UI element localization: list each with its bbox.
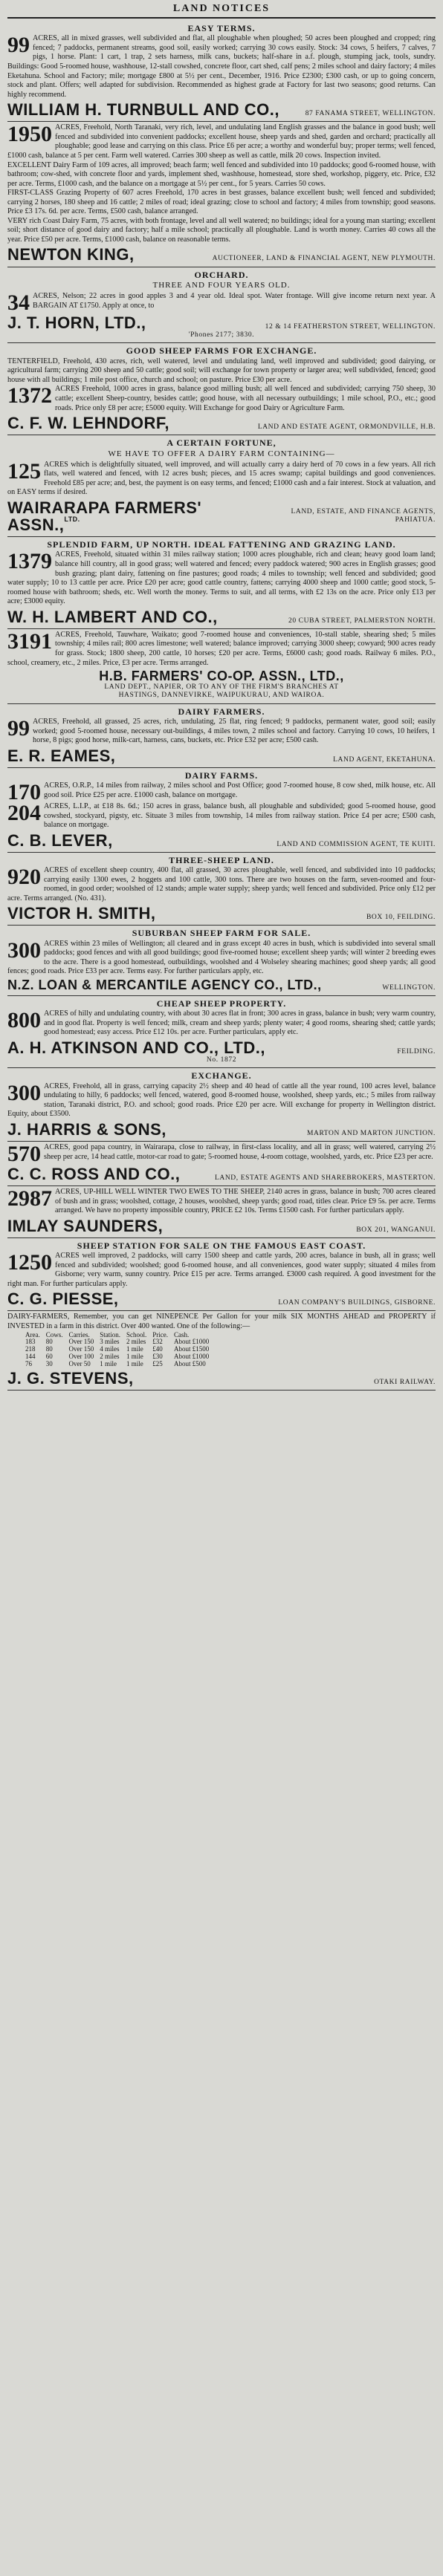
acreage-number: 920	[7, 865, 41, 890]
acreage-number: 800	[7, 1008, 41, 1033]
farms-table	[25, 1332, 215, 1368]
page-header: LAND NOTICES	[7, 3, 436, 19]
acreage-number: 3191	[7, 628, 52, 654]
ad-heading: CHEAP SHEEP PROPERTY.	[156, 998, 287, 1009]
ad-heading: THREE-SHEEP LAND.	[169, 854, 274, 865]
ad-east-coast	[7, 1238, 436, 1312]
ad-cheap-sheep	[7, 996, 436, 1069]
advertiser-row	[7, 100, 436, 118]
table-cell: 80	[45, 1345, 53, 1353]
advertiser-address: LAND AND ESTATE AGENT, ORMONDVILLE, H.B.	[257, 423, 436, 432]
advertiser-address: MARTON AND MARTON JUNCTION.	[306, 1130, 436, 1138]
ad-text: ACRES, Freehold, situated within 31 miles railway station; 1000 acres ploughable, rich and clean; heavy good loam land; balance hill country, all in good grass; well watered and fenced; every paddock watered; 900 acres in English grasses; good bush grazing; plant dairy, fattening on fine pastures; good roads; 4 miles to township; well fenced and subdivided; good water supply; 10 to 13 cattle per acre. Price £20 per acre; good cattle country, fattens; carrying 4000 sheep and 1000 cattle; good stock, 5-roomed house with bathroom; sheds, etc. Well worth the money. Terms to suit, and all terms, with £2 13s on the acre. Price only £13 per acre; £3000 equity.	[7, 550, 436, 606]
advertiser-ref: No. 1872	[206, 1056, 237, 1064]
acreage-number: 99	[7, 716, 30, 741]
advertiser-name: E. R. EAMES,	[7, 746, 116, 765]
acreage-number: 300	[7, 937, 41, 963]
ad-orchard	[7, 267, 436, 344]
table-header-cell: Cows.	[45, 1330, 63, 1339]
ads-column	[7, 21, 436, 1391]
ad-text: ACRES, Freehold, all grassed, 25 acres, rich, undulating, 25 flat, ring fenced; 9 paddocks, permanent water, good soil; easily worked; good 5-roomed house, necessary out-buildings, 4 miles town, 2 miles school and factory. Carrying 10 cows, 10 heifers, 1 horse, 8 pigs; good horse, milk-cart, harness, cans, buckets, etc. Price £32 per acre; £500 cash.	[33, 718, 436, 745]
ad-splendid	[7, 537, 436, 629]
ad-paragraph	[7, 1188, 436, 1216]
table-header-cell: Area.	[25, 1330, 40, 1339]
advertiser-address: LAND AND COMMISSION AGENT, TE KUITI.	[277, 840, 436, 848]
ad-paragraph	[7, 290, 436, 316]
ad-heading: EASY TERMS.	[187, 23, 256, 33]
advertiser-address: OTAKI RAILWAY.	[374, 1378, 436, 1386]
advertiser-row	[7, 903, 436, 922]
ad-paragraph	[7, 123, 436, 160]
advertiser-row	[7, 413, 436, 432]
ad-text: ACRES, Freehold, Tauwhare, Waikato; good 7-roomed house and conveniences, 10-stall stable, shearing shed; 5 miles township; 4 miles rail; 800 acres limestone; well watered; balance improved; carrying 3000 sheep; cowyard; 900 acres ready for grass. Stock; 1800 sheep, 200 cattle, 10 horses; £20 per acre. Terms, £6000 cash; good roads. Railway 6 miles. P.O., school, creamery, etc., 2 miles. Price, £3 per acre. Terms arranged.	[7, 630, 436, 667]
table-cell: 218	[25, 1345, 36, 1353]
ad-text: ACRES which is delightfully situated, well improved, and will actually carry a dairy herd of 70 cows in a few years. All rich flats, well watered and fenced, with 12 acres bush; pieces, and 15 acres swamp; capital buildings and good conveniences. Freehold £85 per acre; and, best, the payment is on easy terms, and fenced; £1000 cash and a fair interest. Stock at valuation, and on EASY terms if desired.	[7, 460, 436, 497]
advertiser-address: WELLINGTON.	[382, 984, 436, 992]
advertiser-suffix: LTD.	[64, 515, 80, 523]
table-cell: Over 100	[68, 1353, 94, 1361]
table-cell: £40	[152, 1345, 163, 1353]
table-cell: 1 mile	[126, 1345, 143, 1353]
advertiser-name: WAIRARAPA FARMERS' ASSN.,$^{LTD.}$	[7, 498, 202, 534]
advertiser-name: NEWTON KING,	[7, 245, 135, 264]
advertiser-row	[7, 977, 436, 992]
advertiser-name: N.Z. LOAN & MERCANTILE AGENCY CO., LTD.,	[7, 978, 322, 993]
table-cell: 144	[25, 1353, 36, 1361]
table-cell: 1 mile	[126, 1353, 143, 1361]
advertiser-row	[7, 1216, 436, 1235]
acreage-number: 1250	[7, 1250, 52, 1275]
acreage-number: 2987	[7, 1186, 52, 1211]
advertiser-address: AUCTIONEER, LAND & FINANCIAL AGENT, NEW PLYMOUTH.	[212, 255, 436, 263]
advertiser-name: J. G. STEVENS,	[7, 1368, 134, 1388]
ad-text: VERY rich Coast Dairy Farm, 75 acres, with both frontage, level and all well watered; no buildings; ideal for a young man starting; excellent soil; short distance of good dairy and factory; half a mile school; practically all ploughable. Land is worth money. Carries 40 cows all the year. Price £50 per acre. Terms, £1000 cash, balance on reasonable terms.	[7, 216, 436, 244]
table-cell: £25	[152, 1360, 163, 1368]
advertiser-address-2: HASTINGS, DANNEVIRKE, WAIPUKURAU, AND WAIROA.	[118, 692, 325, 700]
acreage-number: 1372	[7, 383, 52, 409]
table-header-cell: Carries.	[68, 1330, 90, 1339]
ad-paragraph	[7, 357, 436, 386]
ad-farmers-coop	[7, 629, 436, 704]
ad-text: ACRES, Freehold, all in grass, carrying capacity 2½ sheep and 40 head of cattle all the year round, 100 acres level, balance undulating to hilly, 6 paddocks; well fenced, watered, good 8-roomed house, woolshed, sheep yards, etc.; 5 miles from railway station, Taranaki district, P.O. and school; good roads. Price £20 per acre. Will exchange for property in Wellington district. Equity, about £3500.	[7, 1082, 436, 1119]
ad-subheading: WE HAVE TO OFFER A DAIRY FARM CONTAINING—	[108, 449, 335, 458]
table-row	[25, 1361, 215, 1368]
table-cell: About £1000	[174, 1353, 210, 1361]
ad-paragraph	[7, 628, 436, 668]
ad-heading: GOOD SHEEP FARMS FOR EXCHANGE.	[126, 345, 317, 357]
ad-paragraph	[7, 802, 436, 830]
table-cell: 1 mile	[126, 1360, 143, 1368]
table-cell: Over 50	[68, 1360, 91, 1368]
ad-heading: SPLENDID FARM, UP NORTH. IDEAL FATTENING AND GRAZING LAND.	[47, 539, 396, 550]
ad-text: DAIRY-FARMERS, Remember, you can get NINEPENCE Per Gallon for your milk SIX MONTHS AHEAD and PROPERTY if INVESTED in a farm in this district. Over 400 wanted. One of the following:—	[7, 1313, 436, 1330]
advertiser-row	[7, 498, 436, 533]
table-cell: Over 150	[68, 1345, 94, 1353]
ad-suburban	[7, 926, 436, 996]
table-cell: 1 mile	[100, 1360, 117, 1368]
ad-heading: DAIRY FARMS.	[184, 770, 259, 781]
ad-taranaki	[7, 122, 436, 267]
ad-exchange-2	[7, 1068, 436, 1142]
ad-heading: SUBURBAN SHEEP FARM FOR SALE.	[132, 928, 311, 939]
table-cell: 76	[25, 1360, 32, 1368]
advertiser-address: LAND, ESTATE AGENTS AND SHAREBROKERS, MASTERTON.	[214, 1174, 436, 1182]
advertiser-name: H.B. FARMERS' CO-OP. ASSN., LTD.,	[99, 669, 344, 684]
table-cell: 60	[45, 1353, 53, 1361]
advertiser-name: VICTOR H. SMITH,	[7, 904, 156, 923]
ad-text: ACRES, UP-HILL WELL WINTER TWO EWES TO THE SHEEP, 2140 acres in grass, balance in bush; 700 acres cleared of bush and in grass; woolshed, cottage, 2 houses, woolshed, sheep yards; good road, titles clear. Price £9 5s. per acre. Terms arranged. We have no property impossible country, PRICE £2 10s. Terms £1500 cash. For further particulars apply.	[55, 1188, 436, 1215]
ad-imlay	[7, 1186, 436, 1238]
ad-subheading: THREE AND FOUR YEARS OLD.	[152, 280, 291, 290]
acreage-number: 204	[7, 801, 41, 826]
advertiser-row	[7, 1289, 436, 1307]
advertiser-address: FEILDING.	[397, 1047, 436, 1056]
ad-paragraph	[7, 161, 436, 189]
advertiser-row	[7, 313, 436, 331]
land-notices-page	[7, 3, 436, 2570]
ad-heading: ORCHARD.	[194, 269, 249, 280]
advertiser-name: WILLIAM H. TURNBULL AND CO.,	[7, 100, 279, 120]
ad-dairy-farms	[7, 768, 436, 853]
table-cell: 2 miles	[126, 1338, 146, 1346]
advertiser-row	[7, 244, 436, 263]
ad-paragraph	[7, 780, 436, 805]
advertiser-name: C. C. ROSS AND CO.,	[7, 1164, 181, 1183]
advertiser-address: LAND, ESTATE, AND FINANCE AGENTS, PAHIATUA.	[291, 507, 436, 524]
ad-text: ACRES of excellent sheep country, 400 flat, all grassed, 30 acres ploughable, well fenced, and subdivided into 10 paddocks; carrying easily 1300 ewes, 2 hoggets and 100 cattle, 300 tons. There are two houses on the farm, seven-roomed and four-roomed, in good order; woolshed of 12 stands; ample water supply; sheep yards; well fenced and subdivided. Price only £12 per acre. Terms arranged. (No. 431).	[7, 866, 436, 902]
acreage-number: 34	[7, 290, 30, 316]
ad-paragraph	[7, 550, 436, 606]
advertiser-name: J. T. HORN, LTD.,	[7, 313, 146, 332]
advertiser-phone: 'Phones 2177; 3830.	[188, 331, 255, 339]
acreage-number: 1379	[7, 549, 52, 574]
acreage-number: 570	[7, 1142, 41, 1167]
ad-paragraph	[7, 1082, 436, 1119]
advertiser-row	[7, 1164, 436, 1183]
table-header-cell: Price.	[152, 1330, 169, 1339]
ad-paragraph	[7, 1252, 436, 1289]
acreage-number: 125	[7, 458, 41, 484]
ad-text: ACRES within 23 miles of Wellington; all cleared and in grass except 40 acres in bush, which is subdivided into several small paddocks; good fences and with all good buildings; good five-roomed house; excellent sheep yards; will winter 2 breeding ewes to the acre. There is a good homestead, outbuildings, woolshed and 4 Wolseley shearing machines; good sheep yards; all good fences; good roads. Price £33 per acre. Terms easy. For further particulars apply, etc.	[7, 939, 436, 976]
advertiser-row	[7, 830, 436, 849]
table-cell: 3 miles	[100, 1338, 120, 1346]
ad-text: ACRES, Nelson; 22 acres in good apples 3 and 4 year old. Ideal spot. Water frontage. Will give income return next year. A BARGAIN AT £1750. Apply at once, to	[33, 292, 436, 310]
ad-heading: SHEEP STATION FOR SALE ON THE FAMOUS EAST COAST.	[77, 1240, 366, 1251]
table-cell: 183	[25, 1338, 36, 1346]
advertiser-address: LOAN COMPANY'S BUILDINGS, GISBORNE.	[278, 1299, 436, 1307]
table-cell: 4 miles	[100, 1345, 120, 1353]
acreage-number: 170	[7, 780, 41, 805]
ad-ross	[7, 1142, 436, 1186]
ad-heading: A CERTAIN FORTUNE,	[166, 438, 277, 449]
table-cell: 2 miles	[100, 1353, 120, 1361]
ad-heading: DAIRY FARMERS.	[178, 706, 265, 717]
ad-paragraph	[7, 937, 436, 977]
advertiser-row	[7, 607, 436, 625]
ad-text: ACRES, all in mixed grasses, well subdivided and flat, all ploughable when ploughed; 50 acres been ploughed and cropped; ring fenced; 7 paddocks, permanent streams, good soil, easily worked; carrying 30 cows easily. Stock: 34 cows, 5 heifers, 7 calves, 7 pigs, 1 horse. Plant: 1 cart, 1 trap, 2 sets harness, milk cans, buckets; half-share in a.f. plough, stumping jack, tools, sundry. Buildings: Good 5-roomed house, washhouse, 12-stall cowshed, concrete floor, cart shed, calf pens; 2 miles school and dairy factory; 4 miles Eketahuna. School and Factory; mile; mortgage £800 at 5½ per cent., December, 1916. Price £2300; £300 cash, or up to going concern, stock and plant. Offers; well adapted for subdivision. Recommended as highest grade at Factory for last two seasons; good returns. Can highly recommend.	[7, 34, 436, 99]
ad-paragraph	[7, 866, 436, 903]
advertiser-address: BOX 201, WANGANUI.	[356, 1226, 436, 1234]
ad-text: TENTERFIELD, Freehold, 430 acres, rich, well watered, level and undulating land, well improved and subdivided; good dairying, or agricultural farm; carrying 200 sheep and 50 cattle; good soil; will exchange for town property or larger area; well subdivided, fenced; good house with all buildings; 1 mile post office, church and school; on pasture. Price £30 per acre.	[7, 357, 436, 384]
ad-paragraph	[7, 1142, 436, 1167]
ad-text: ACRES Freehold, 1000 acres in grass, balance good milling bush; all well fenced and subdivided; carrying 750 sheep, 30 cattle; excellent Sheep-country, besides cattle; good house, with all necessary outbuildings; 1 mile school, P.O., etc.; good roads. Price only £8 per acre; £5000 equity. Will Exchange for good Dairy or Agriculture Farm.	[55, 385, 436, 412]
ad-paragraph	[7, 458, 436, 498]
table-cell: Over 150	[68, 1338, 94, 1346]
acreage-number: 300	[7, 1080, 41, 1105]
ad-text: ACRES well improved, 2 paddocks, will carry 1500 sheep and cattle yards, 200 acres, balance in bush, all in grass; well fenced and subdivided; woolshed; good 6-roomed house, and all conveniences, good water supply; situated 4 miles from Gisborne; very warm, sunny country. Price £15 per acre. Terms arranged. £3000 cash required. A good investment for the right man. For further particulars apply.	[7, 1252, 436, 1288]
advertiser-address: 87 FANAMA STREET, WELLINGTON.	[305, 110, 436, 118]
advertiser-row	[7, 1368, 436, 1387]
ad-heading: EXCHANGE.	[191, 1070, 252, 1082]
advertiser-name: C. B. LEVER,	[7, 830, 113, 850]
advertiser-name: IMLAY SAUNDERS,	[7, 1216, 164, 1235]
advertiser-address: 20 CUBA STREET, PALMERSTON NORTH.	[288, 617, 436, 625]
ad-text: ACRES, O.R.P., 14 miles from railway, 2 miles school and Post Office; good 7-roomed house, 8 cow shed, milk house, etc. All good soil. Price £25 per acre. £1000 cash, balance on mortgage.	[44, 781, 436, 799]
advertiser-address: 12 & 14 FEATHERSTON STREET, WELLINGTON.	[265, 322, 436, 331]
table-header-cell: School.	[126, 1330, 147, 1339]
ad-easy-terms	[7, 21, 436, 122]
table-cell: £30	[152, 1353, 163, 1361]
table-cell: £32	[152, 1338, 163, 1346]
acreage-number: 1950	[7, 122, 52, 147]
table-cell: About £1500	[174, 1345, 210, 1353]
ad-dairy-farmers	[7, 704, 436, 768]
ad-text: EXCELLENT Dairy Farm of 109 acres, all improved; beach farm; well fenced and subdivided into 10 paddocks; good 6-roomed house, with bathroom; cow-shed, with concrete floor and yards, implement shed, washhouse, homestead, store shed, workshop, piggery, etc. Price, £32 per acre. Terms, £1000 cash, and the balance on a mortgage at 5½ per cent., for 5 years. Carries 50 cows.	[7, 160, 436, 188]
acreage-number: 99	[7, 33, 30, 58]
advertiser-name: A. H. ATKINSON AND CO., LTD.,	[7, 1038, 265, 1057]
advertiser-name: J. HARRIS & SONS,	[7, 1120, 166, 1139]
ad-paragraph	[7, 1313, 436, 1331]
ad-paragraph	[7, 34, 436, 100]
table-header-cell: Station.	[100, 1330, 121, 1339]
advertiser-row	[7, 746, 436, 764]
ad-exchange	[7, 343, 436, 435]
table-cell: 30	[45, 1360, 53, 1368]
ad-text: FIRST-CLASS Grazing Property of 607 acres Freehold, 170 acres in best grasses, balance excellent bush; well fenced and subdivided; carrying 2 horses, 180 sheep and 16 cattle; 2 miles of road; ideal grazing; close to school and factory; 4 miles from township; good seasons. Price £3 17s. 6d. per acre. Terms, £500 cash, balance arranged.	[7, 189, 436, 216]
ad-paragraph	[7, 385, 436, 413]
table-cell: 80	[45, 1338, 53, 1346]
table-cell: About £1000	[174, 1338, 210, 1346]
ad-paragraph	[7, 217, 436, 245]
advertiser-name: C. F. W. LEHNDORF,	[7, 414, 169, 433]
ad-text: ACRES, Freehold, North Taranaki, very rich, level, and undulating land English grasses and the balance in good bush; well fenced and subdivided into convenient paddocks; excellent house, sheep yards and shed, garden and orchard; practically all ploughable; good lease and carrying on this class. Price £6 per acre; a worthy and wonderful buy; proper terms; well fenced, £1000 cash, balance at 5 per cent. Farm well watered. Carries 300 sheep as well as cattle, milk 20 cows. Inspection invited.	[7, 123, 436, 160]
advertiser-row	[7, 1038, 436, 1056]
advertiser-address: LAND DEPT., NAPIER, OR TO ANY OF THE FIRM'S BRANCHES AT	[104, 683, 339, 691]
ad-text: ACRES, L.I.P., at £18 8s. 6d.; 150 acres in grass, balance bush, all ploughable and subdivided; good 5-roomed house, good cowshed, stockyard, pigsty, etc. Situate 3 miles from township, 14 miles from railway station. Price £4 per acre; £500 cash, balance on mortgage.	[44, 802, 436, 830]
ad-three-sheep	[7, 853, 436, 926]
ad-fortune	[7, 435, 436, 537]
advertiser-row	[7, 1119, 436, 1138]
ad-paragraph	[7, 189, 436, 217]
ad-paragraph	[7, 718, 436, 746]
ad-paragraph	[7, 1009, 436, 1038]
advertiser-address: BOX 10, FEILDING.	[366, 914, 436, 922]
table-cell: About £500	[174, 1360, 206, 1368]
table-header-cell: Cash.	[174, 1330, 190, 1339]
ad-dairymen	[7, 1311, 436, 1391]
advertiser-address: LAND AGENT, EKETAHUNA.	[333, 755, 436, 764]
ad-text: ACRES, good papa country, in Wairarapa, close to railway, in first-class locality, and all in grass; well watered, carrying 2½ sheep per acre, 14 head cattle, motor-car road to gate; 5-roomed house, 4-room cottage, woolshed, yards, etc. Price £23 per acre.	[44, 1143, 436, 1161]
ad-text: ACRES of hilly and undulating country, with about 30 acres flat in front; 300 acres in grass, balance in bush; very warm country, and in good flat. Property is well fenced; milk, cream and sheep yards; plenty water; 4 good rooms, shearing shed; cattle yards; good homestead; easy access. Price £12 10s. per acre. Further particulars, apply etc.	[44, 1009, 436, 1037]
advertiser-name: C. G. PIESSE,	[7, 1289, 119, 1309]
advertiser-name: W. H. LAMBERT AND CO.,	[7, 607, 218, 626]
